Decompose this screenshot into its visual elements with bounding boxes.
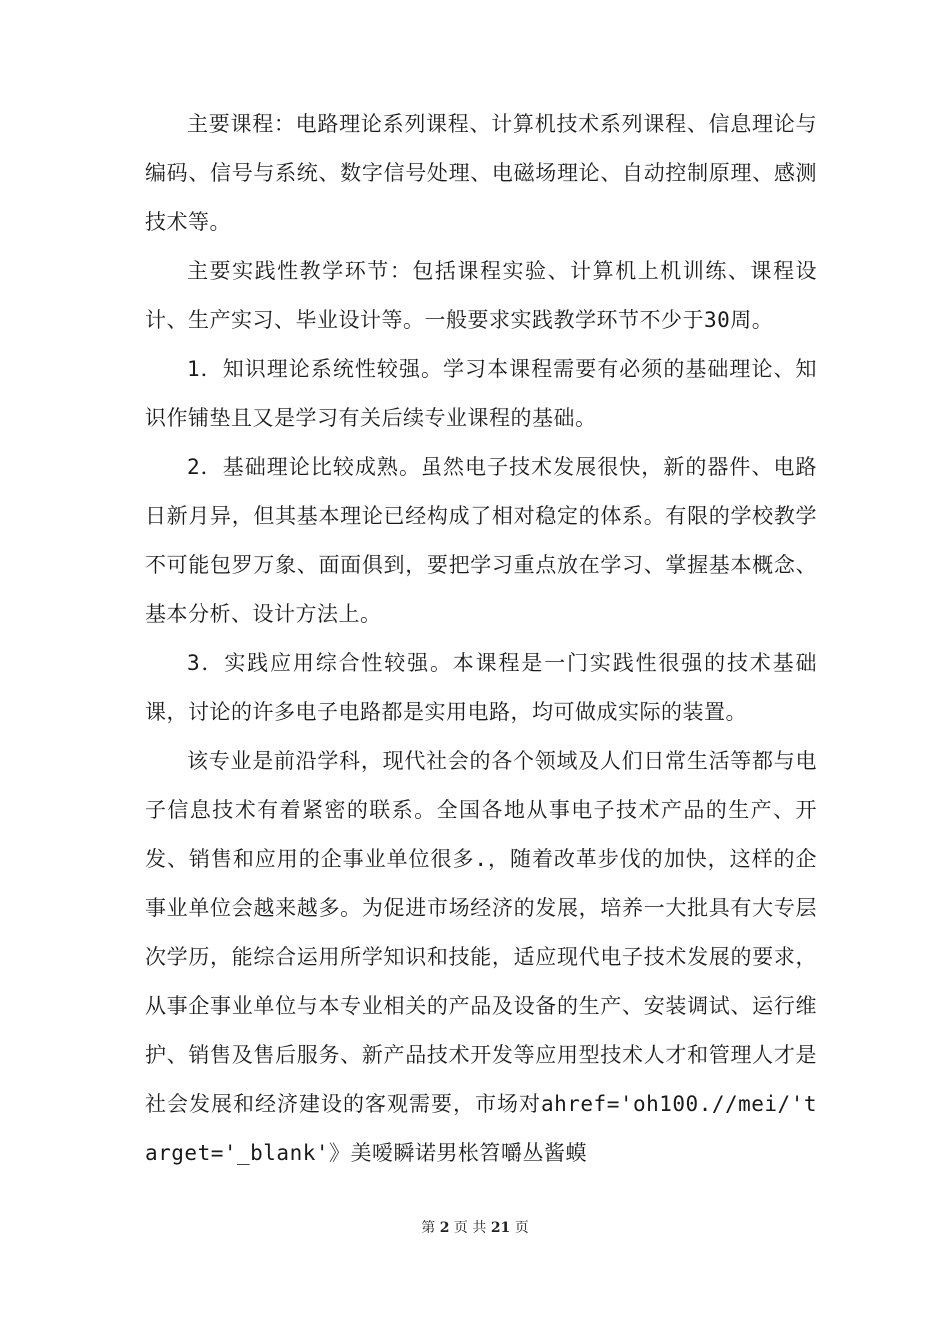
paragraph-point-3: 3．实践应用综合性较强。本课程是一门实践性很强的技术基础课，讨论的许多电子电路都是实用电路，均可做成实际的装置。 <box>145 651 817 724</box>
page-footer <box>0 1217 950 1237</box>
paragraph-main-courses: 主要课程：电路理论系列课程、计算机技术系列课程、信息理论与编码、信号与系统、数字信号处理、电磁场理论、自动控制原理、感测技术等。 <box>145 112 817 234</box>
body-text <box>145 100 817 1178</box>
paragraph-point-1: 1．知识理论系统性较强。学习本课程需要有必须的基础理论、知识作铺垫且又是学习有关后续专业课程的基础。 <box>145 357 817 430</box>
footer-page-number: 2 <box>439 1220 450 1236</box>
footer-total-pages: 21 <box>490 1220 511 1236</box>
footer-suffix: 页 <box>514 1220 529 1236</box>
footer-prefix: 第 <box>421 1220 436 1236</box>
paragraph-practice-links: 主要实践性教学环节：包括课程实验、计算机上机训练、课程设计、生产实习、毕业设计等。一般要求实践教学环节不少于30周。 <box>145 259 817 332</box>
paragraph-major-outlook: 该专业是前沿学科，现代社会的各个领域及人们日常生活等都与电子信息技术有着紧密的联系。全国各地从事电子技术产品的生产、开发、销售和应用的企事业单位很多.，随着改革步伐的加快，这样的企事业单位会越来越多。为促进市场经济的发展，培养一大批具有大专层次学历，能综合运用所学知识和技能，适应现代电子技术发展的要求，从事企事业单位与本专业相关的产品及设备的生产、安装调试、运行维护、销售及售后服务、新产品技术开发等应用型技术人才和管理人才是社会发展和经济建设的客观需要，市场对ahref='oh100.//mei/'target='_blank'》美嗳瞬诺男枨笤嚼丛酱蟆 <box>145 749 817 1165</box>
footer-middle: 页 共 <box>453 1220 487 1236</box>
paragraph-point-2: 2．基础理论比较成熟。虽然电子技术发展很快，新的器件、电路日新月异，但其基本理论已经构成了相对稳定的体系。有限的学校教学不可能包罗万象、面面俱到，要把学习重点放在学习、掌握基本概念、基本分析、设计方法上。 <box>145 455 817 626</box>
